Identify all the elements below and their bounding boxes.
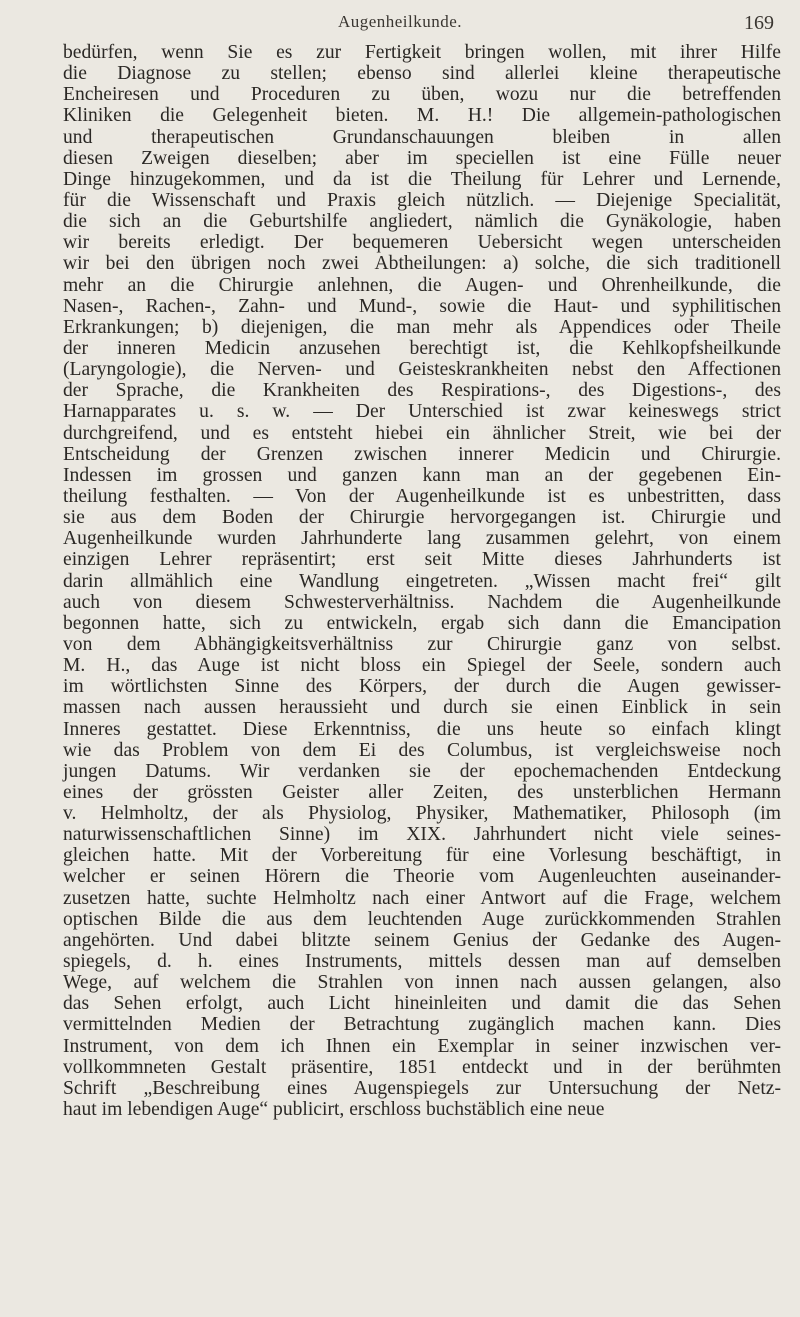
text-line: Kliniken die Gelegenheit bieten. M. H.! Die allgemein-pathologischen [63,105,781,127]
text-line: haut im lebendigen Auge“ publicirt, erschloss buchstäblich eine neue [63,1099,605,1121]
text-line: eines der grössten Geister aller Zeiten, des unsterblichen Hermann [63,781,781,803]
text-line: der inneren Medicin anzusehen berechtigt ist, die Kehlkopfsheilkunde [63,337,781,359]
text-line: Entscheidung der Grenzen zwischen innerer Medicin und Chirurgie. [63,443,781,465]
text-line: massen nach aussen heraussieht und durch sie einen Einblick in sein [63,697,781,719]
text-line: optischen Bilde die aus dem leuchtenden Auge zurückkommenden Strahlen [63,908,781,930]
text-line: v. Helmholtz, der als Physiolog, Physiker, Mathematiker, Philosoph (im [63,803,781,825]
text-line: einzigen Lehrer repräsentirt; erst seit Mitte dieses Jahrhunderts ist [63,549,781,571]
text-line: begonnen hatte, sich zu entwickeln, ergab sich dann die Emancipation [63,612,781,634]
text-line: mehr an die Chirurgie anlehnen, die Augen- und Ohrenheilkunde, die [63,274,781,296]
text-line: Wege, auf welchem die Strahlen von innen nach aussen gelangen, also [63,972,781,994]
text-line: vermittelnden Medien der Betrachtung zugänglich machen kann. Dies [63,1014,781,1036]
text-line: wir bereits erledigt. Der bequemeren Uebersicht wegen unterscheiden [63,232,781,254]
text-line: Schrift „Beschreibung eines Augenspiegels zur Untersuchung der Netz- [63,1077,781,1099]
text-line: vollkommneten Gestalt präsentire, 1851 entdeckt und in der berühmten [63,1056,781,1078]
text-line: wir bei den übrigen noch zwei Abtheilungen: a) solche, die sich traditionell [63,253,781,275]
text-line: der Sprache, die Krankheiten des Respirations-, des Digestions-, des [63,380,781,402]
text-line: angehörten. Und dabei blitzte seinem Genius der Gedanke des Augen- [63,929,781,951]
text-line: welcher er seinen Hörern die Theorie vom Augenleuchten auseinander- [63,866,781,888]
running-head: Augenheilkunde. [337,12,463,31]
text-line: theilung festhalten. — Von der Augenheilkunde ist es unbestritten, dass [63,485,781,507]
page-number: 169 [744,12,774,34]
text-line: Erkrankungen; b) diejenigen, die man mehr als Appendices oder Theile [63,316,781,338]
text-line: die Diagnose zu stellen; ebenso sind allerlei kleine therapeutische [63,63,781,85]
text-line: durchgreifend, und es entsteht hiebei ein ähnlicher Streit, wie bei der [63,422,781,444]
text-line: Harnapparates u. s. w. — Der Unterschied ist zwar keineswegs strict [63,401,781,423]
text-line: von dem Abhängigkeitsverhältniss zur Chirurgie ganz von selbst. [63,633,781,655]
text-line: Inneres gestattet. Diese Erkenntniss, die uns heute so einfach klingt [63,718,781,740]
body-text [63,42,781,1120]
text-line: Instrument, von dem ich Ihnen ein Exemplar in seiner inzwischen ver- [63,1035,781,1057]
text-line: naturwissenschaftlichen Sinne) im XIX. Jahrhundert nicht viele seines- [63,824,781,846]
text-line: Augenheilkunde wurden Jahrhunderte lang zusammen gelehrt, von einem [63,528,781,550]
page-header [0,12,800,38]
text-line: (Laryngologie), die Nerven- und Geisteskrankheiten nebst den Affectionen [63,359,781,381]
text-line: wie das Problem von dem Ei des Columbus, ist vergleichsweise noch [63,739,781,761]
text-line: und therapeutischen Grundanschauungen bleiben in allen [63,126,781,148]
text-line: diesen Zweigen dieselben; aber im speciellen ist eine Fülle neuer [63,147,781,169]
text-line: das Sehen erfolgt, auch Licht hineinleiten und damit die das Sehen [63,993,781,1015]
text-line: sie aus dem Boden der Chirurgie hervorgegangen ist. Chirurgie und [63,507,781,529]
text-line: zusetzen hatte, suchte Helmholtz nach einer Antwort auf die Frage, welchem [63,887,781,909]
text-line: für die Wissenschaft und Praxis gleich nützlich. — Diejenige Specialität, [63,189,781,211]
text-line: auch von diesem Schwesterverhältniss. Nachdem die Augenheilkunde [63,591,781,613]
text-line: spiegels, d. h. eines Instruments, mittels dessen man auf demselben [63,951,781,973]
text-line: Indessen im grossen und ganzen kann man an der gegebenen Ein- [63,464,781,486]
text-line: die sich an die Geburtshilfe angliedert, nämlich die Gynäkologie, haben [63,211,781,233]
text-line: M. H., das Auge ist nicht bloss ein Spiegel der Seele, sondern auch [63,655,781,677]
text-line: Encheiresen und Proceduren zu üben, wozu nur die betreffenden [63,84,781,106]
text-line: jungen Datums. Wir verdanken sie der epochemachenden Entdeckung [63,760,781,782]
text-line: Dinge hinzugekommen, und da ist die Theilung für Lehrer und Lernende, [63,168,781,190]
text-line: darin allmählich eine Wandlung eingetreten. „Wissen macht frei“ gilt [63,570,781,592]
text-line: bedürfen, wenn Sie es zur Fertigkeit bringen wollen, mit ihrer Hilfe [63,42,781,63]
text-line: Nasen-, Rachen-, Zahn- und Mund-, sowie die Haut- und syphilitischen [63,295,781,317]
text-line: im wörtlichsten Sinne des Körpers, der durch die Augen gewisser- [63,676,781,698]
text-line: gleichen hatte. Mit der Vorbereitung für eine Vorlesung beschäftigt, in [63,845,781,867]
